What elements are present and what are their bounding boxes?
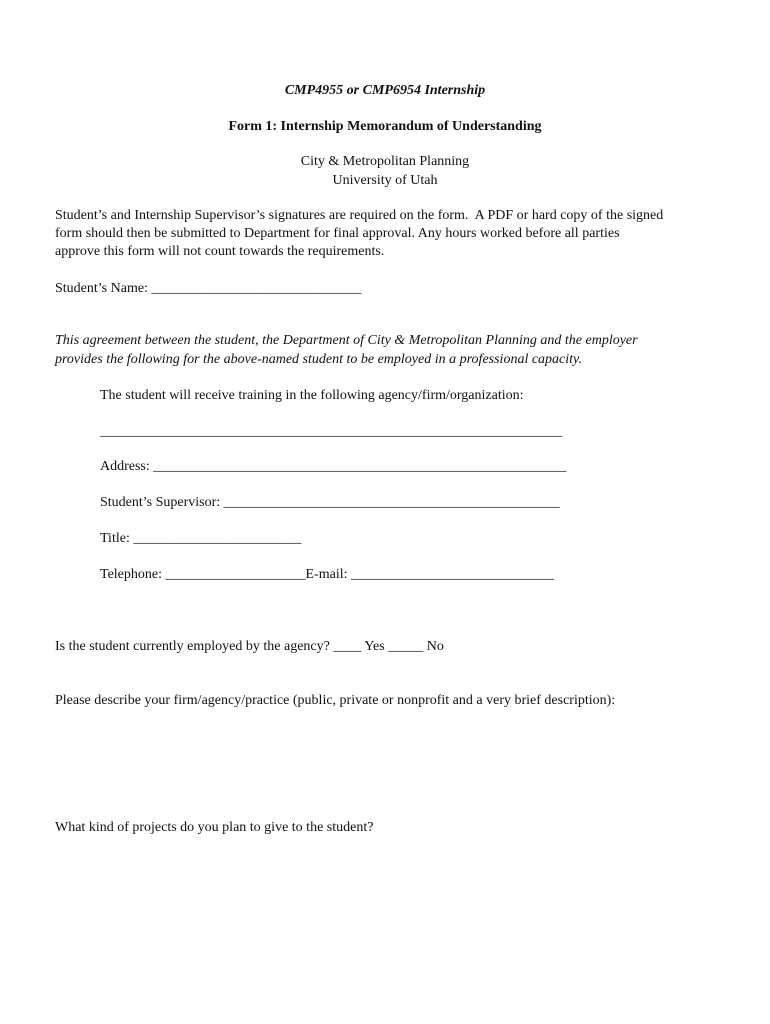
form-title: Form 1: Internship Memorandum of Understanding	[228, 119, 542, 134]
intro-line-1: Student’s and Internship Supervisor’s signatures are required on the form. A PDF or hard copy of the signed	[55, 208, 664, 223]
agreement-line-2: provides the following for the above-named student to be employed in a professional capacity.	[55, 352, 582, 367]
employed-question[interactable]: Is the student currently employed by the agency? ____ Yes _____ No	[55, 639, 444, 654]
intro-line-3: approve this form will not count towards the requirements.	[55, 244, 385, 259]
address-field[interactable]: Address: ___________________________________________________________	[100, 459, 567, 474]
organization-field[interactable]: __________________________________________________________________	[100, 424, 562, 439]
training-prompt: The student will receive training in the following agency/firm/organization:	[100, 388, 524, 403]
agreement-line-1: This agreement between the student, the Department of City & Metropolitan Planning and the employer	[55, 333, 638, 348]
university-name: University of Utah	[332, 173, 438, 188]
projects-question: What kind of projects do you plan to give to the student?	[55, 820, 374, 835]
title-field[interactable]: Title: ________________________	[100, 531, 302, 546]
course-title: CMP4955 or CMP6954 Internship	[284, 83, 486, 98]
intro-line-2: form should then be submitted to Department for final approval. Any hours worked before all parties	[55, 226, 620, 241]
telephone-email-field[interactable]: Telephone: ____________________E-mail: _____________________________	[100, 567, 554, 582]
department-name: City & Metropolitan Planning	[300, 154, 470, 169]
student-name-field[interactable]: Student’s Name: ______________________________	[55, 281, 362, 296]
describe-question: Please describe your firm/agency/practice (public, private or nonprofit and a very brief description):	[55, 693, 616, 708]
supervisor-field[interactable]: Student’s Supervisor: ________________________________________________	[100, 495, 560, 510]
